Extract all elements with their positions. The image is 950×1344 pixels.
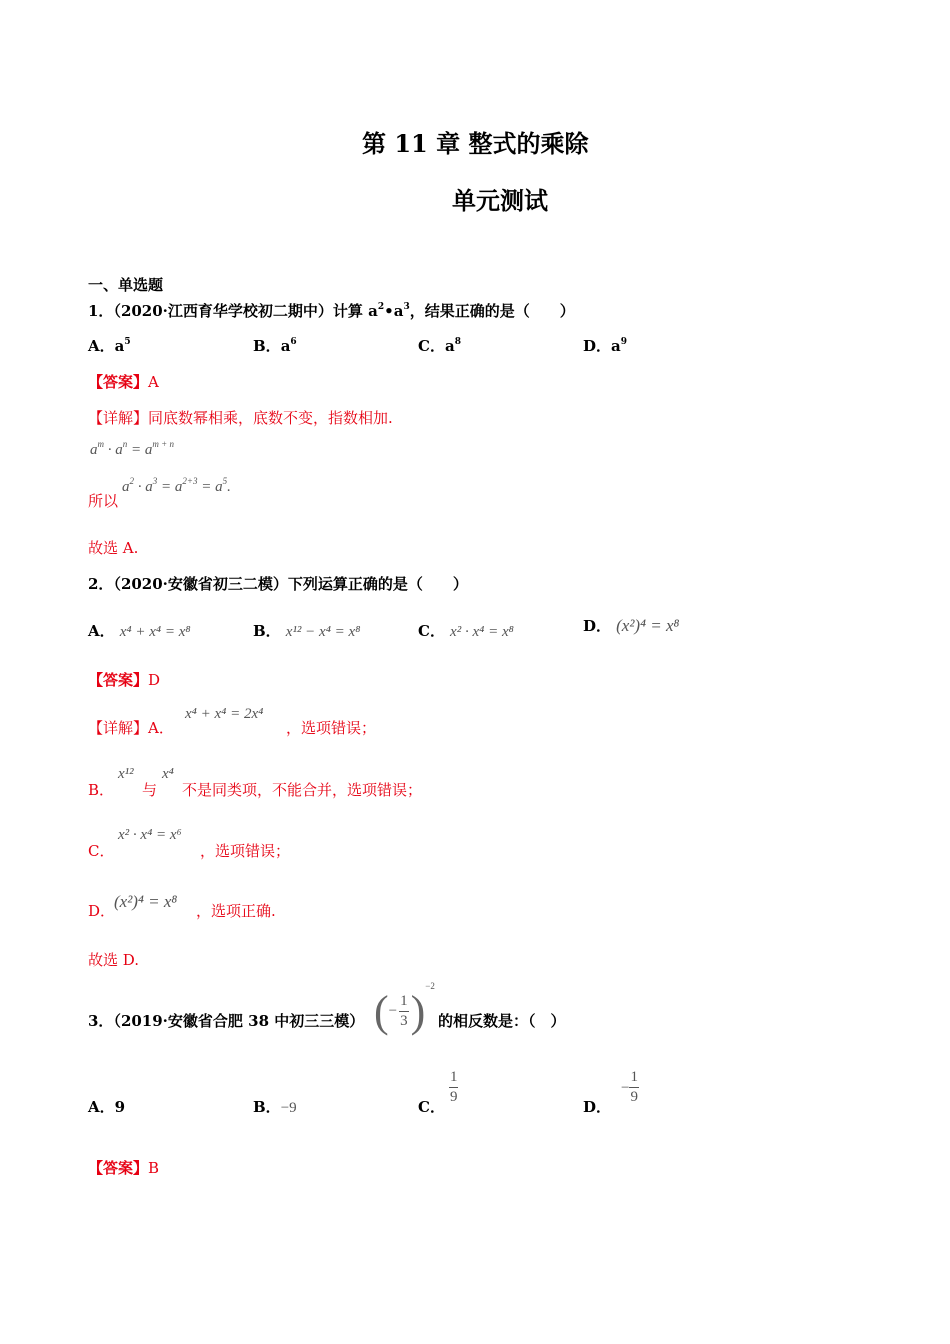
q2-detail-c-expr: x² · x⁴ = x⁶ — [118, 827, 182, 843]
q1-so-label: 所以 — [88, 492, 119, 510]
question-2-stem: 2．（2020·安徽省初三二模）下列运算正确的是（ ） — [88, 575, 468, 593]
q1-option-c: C．$a^8$ — [418, 337, 461, 355]
q3-answer: 【答案】B — [88, 1159, 160, 1177]
q3-expression: (− $\frac{1}{3}$ )$^{-2}$ — [374, 981, 435, 1037]
question-1-number: 1． — [88, 302, 114, 320]
section-heading: 一、单选题 — [88, 276, 164, 294]
exponent: 2 — [377, 302, 385, 312]
q2-detail-b-prefix: B． — [88, 781, 115, 799]
q2-option-d: D． (x²)⁴ = x⁸ — [583, 616, 680, 635]
q2-detail-b-expr1: x¹² — [118, 766, 134, 782]
q2-detail-d-expr: (x²)⁴ = x⁸ — [114, 892, 178, 911]
q1-detail: 【详解】同底数幂相乘，底数不变，指数相加. — [88, 409, 393, 427]
page-title: 第 11 章 整式的乘除 — [362, 129, 589, 158]
question-1-source: （2020·江西育华学校初二期中）计算 a — [113, 302, 378, 320]
q1-option-a: A．$a^5$ — [88, 337, 131, 355]
q2-option-b: B． x¹² − x⁴ = x⁸ — [253, 622, 361, 640]
q2-detail-c-prefix: C． — [88, 842, 115, 860]
q1-so-formula: $a^2 \cdot a^3 = a^{2+3} = a^5$. — [122, 476, 231, 495]
question-1-stem — [88, 300, 575, 321]
q2-detail-b-expr2: x⁴ — [162, 766, 174, 782]
q1-answer: 【答案】A — [88, 373, 159, 391]
q2-detail-a: 【详解】A． — [88, 719, 174, 737]
q1-option-d: D．$a^9$ — [583, 337, 628, 355]
q2-detail-d-prefix: D． — [88, 902, 116, 920]
q2-option-a: A． x⁴ + x⁴ = x⁸ — [88, 622, 191, 640]
question-1-tail: ，结果正确的是（ ） — [409, 302, 575, 320]
q2-detail-b-mid: 与 — [142, 781, 158, 799]
question-3-stem: 3．（2019·安徽省合肥 38 中初三三模） — [88, 1012, 365, 1030]
question-3-tail: 的相反数是：（ ） — [438, 1012, 566, 1030]
q3-option-d: D．− $\frac{1}{9}$ — [583, 1069, 638, 1116]
dot-operator: •a — [384, 302, 404, 320]
q3-option-b: B．−9 — [253, 1098, 297, 1116]
q3-option-c: C． $\frac{1}{9}$ — [418, 1069, 458, 1116]
q1-conclusion: 故选 A. — [88, 539, 139, 557]
page-subtitle: 单元测试 — [452, 186, 548, 215]
q2-detail-a-expr: x⁴ + x⁴ = 2x⁴ — [185, 706, 264, 722]
q2-option-c: C． x² · x⁴ = x⁸ — [418, 622, 514, 640]
q3-option-a: A．9 — [88, 1098, 126, 1116]
q2-answer: 【答案】D — [88, 671, 161, 689]
q2-detail-b-text: 不是同类项，不能合并，选项错误； — [182, 781, 423, 799]
q2-detail-d-text: ，选项正确. — [196, 902, 276, 920]
q2-detail-a-text: ，选项错误； — [286, 719, 377, 737]
q1-option-b: B．$a^6$ — [253, 337, 297, 355]
q2-conclusion: 故选 D. — [88, 951, 140, 969]
q1-formula: $a^m \cdot a^n = a^{m + n}$ — [90, 439, 174, 458]
q2-detail-c-text: ，选项错误； — [200, 842, 291, 860]
exponent: 3 — [403, 302, 410, 312]
